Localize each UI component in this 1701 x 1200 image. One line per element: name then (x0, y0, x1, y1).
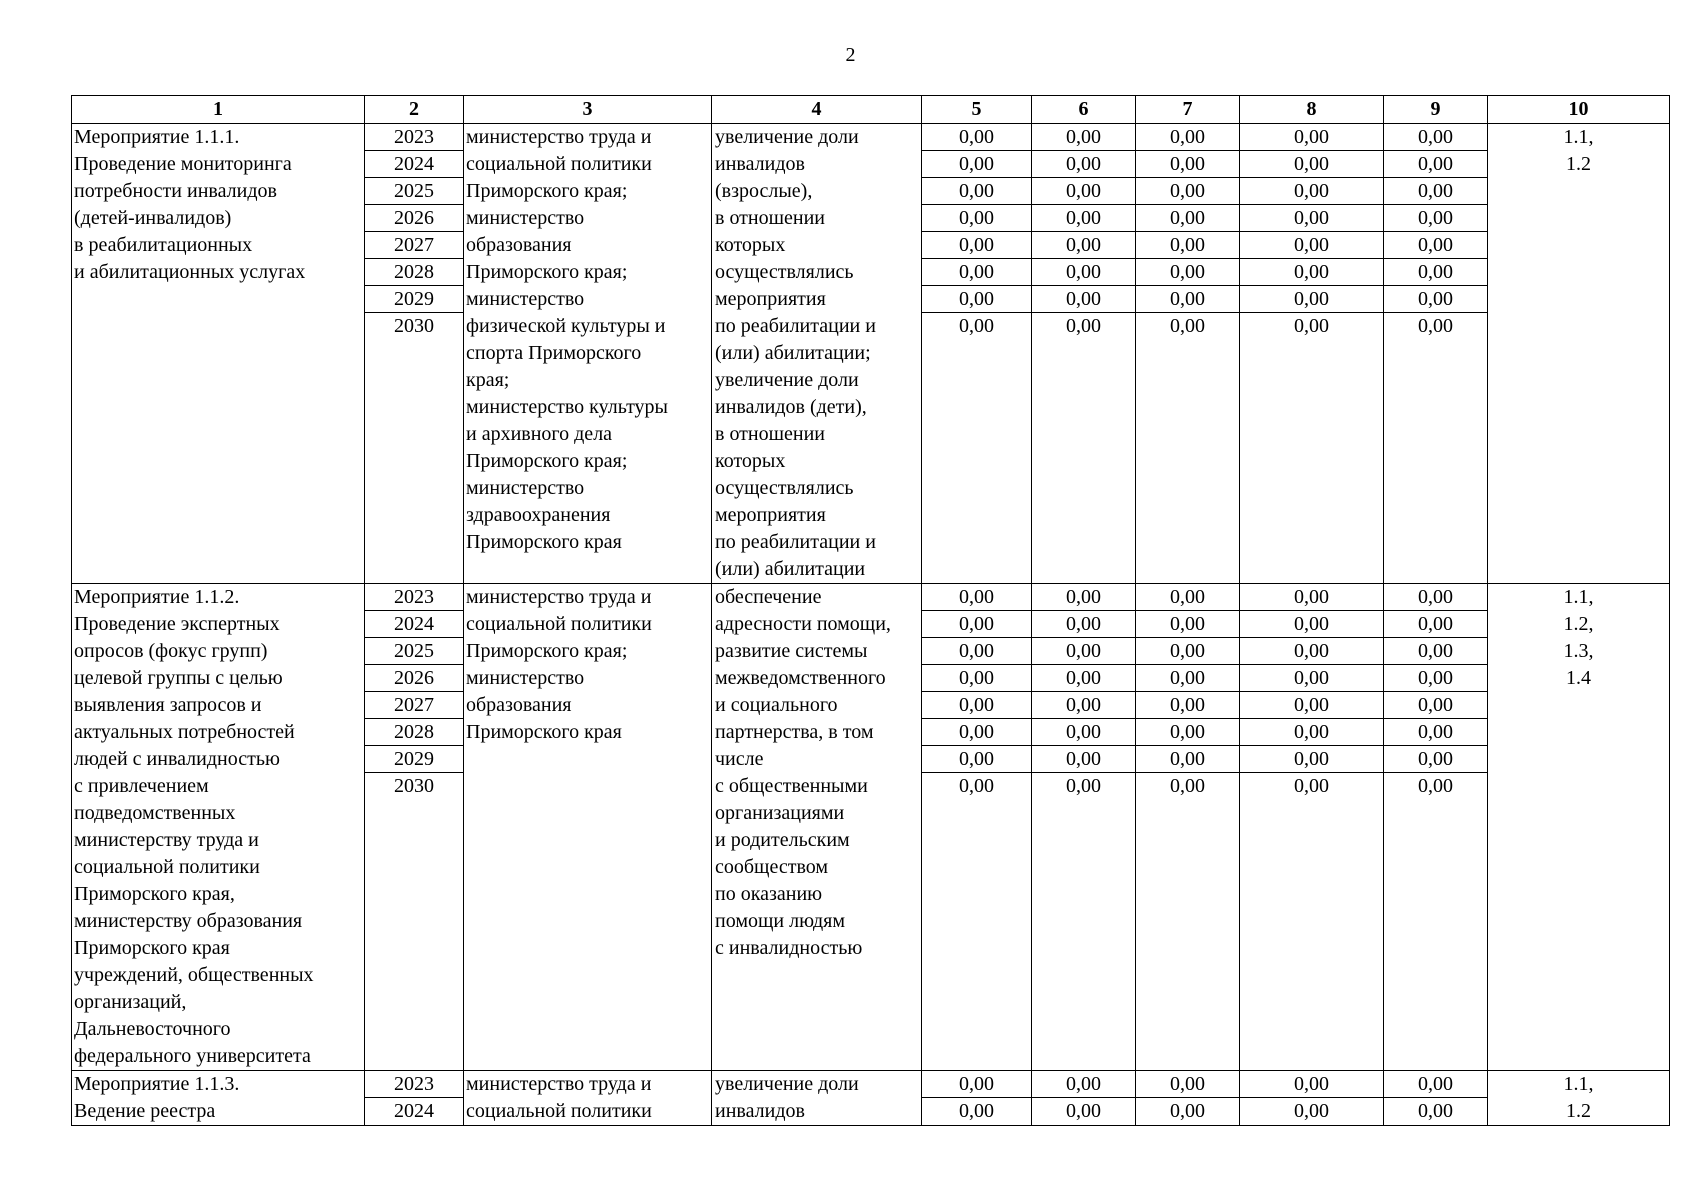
funding-value: 0,00 (1240, 692, 1383, 719)
result-line: межведомственного (715, 667, 886, 689)
funding-value: 0,00 (1240, 638, 1383, 665)
funding-value: 0,00 (1032, 151, 1135, 178)
executor-line: образования (466, 694, 572, 716)
result-line: по реабилитации и (715, 315, 876, 337)
result-line: (взрослые), (715, 180, 813, 202)
funding-value: 0,00 (1032, 719, 1135, 746)
executor-line: министерство культуры (466, 396, 668, 418)
funding-value: 0,00 (1294, 775, 1329, 797)
measure-name-line: Дальневосточного (74, 1018, 231, 1040)
executor-cell (464, 1071, 712, 1126)
result-cell (712, 584, 922, 1071)
result-line: адресности помощи, (715, 613, 891, 635)
measure-name-line: учреждений, общественных (74, 964, 314, 986)
result-line: инвалидов (715, 1100, 805, 1122)
funding-value: 0,00 (1032, 232, 1135, 259)
funding-value: 0,00 (1136, 205, 1239, 232)
indicator-line: 1.3, (1563, 640, 1594, 662)
col-header-3: 3 (464, 96, 712, 124)
funding-value: 0,00 (1136, 259, 1239, 286)
funding-value: 0,00 (1032, 205, 1135, 232)
indicator-line: 1.4 (1566, 667, 1591, 689)
funding-value: 0,00 (1136, 584, 1239, 611)
result-line: которых (715, 234, 786, 256)
value-column-cell-6 (1032, 1071, 1136, 1126)
measure-name-line: (детей-инвалидов) (74, 207, 232, 229)
result-line: и социального (715, 694, 838, 716)
executor-line: края; (466, 369, 510, 391)
table-row (72, 584, 1670, 1071)
year-value: 2023 (365, 1071, 463, 1098)
year-value: 2023 (365, 584, 463, 611)
funding-value: 0,00 (1240, 286, 1383, 313)
measure-name-line: выявления запросов и (74, 694, 262, 716)
result-cell (712, 1071, 922, 1126)
measure-name-line: Проведение экспертных (74, 613, 280, 635)
funding-value: 0,00 (922, 124, 1031, 151)
funding-value: 0,00 (1240, 151, 1383, 178)
funding-value: 0,00 (1032, 692, 1135, 719)
measure-name-line: Проведение мониторинга (74, 153, 292, 175)
funding-value: 0,00 (1136, 178, 1239, 205)
executor-line: министерство (466, 667, 585, 689)
value-column-cell-7 (1136, 124, 1240, 584)
indicator-line: 1.2 (1566, 1100, 1591, 1122)
result-line: осуществлялись (715, 261, 854, 283)
executor-line: социальной политики (466, 1100, 652, 1122)
result-cell (712, 124, 922, 584)
value-column-cell-5 (922, 584, 1032, 1071)
funding-value: 0,00 (1240, 178, 1383, 205)
years-cell (365, 124, 464, 584)
executor-line: спорта Приморского (466, 342, 642, 364)
result-line: инвалидов (715, 153, 805, 175)
years-cell (365, 1071, 464, 1126)
funding-value: 0,00 (1032, 1071, 1135, 1098)
funding-value: 0,00 (1136, 232, 1239, 259)
result-line: по оказанию (715, 883, 823, 905)
executor-line: министерство труда и (466, 586, 652, 608)
funding-value: 0,00 (1240, 205, 1383, 232)
funding-value: 0,00 (1384, 286, 1487, 313)
result-line: с инвалидностью (715, 937, 863, 959)
funding-value: 0,00 (1384, 692, 1487, 719)
funding-value: 0,00 (1136, 692, 1239, 719)
indicator-line: 1.1, (1563, 586, 1594, 608)
executor-line: Приморского края; (466, 261, 628, 283)
program-measures-table (71, 95, 1670, 1126)
funding-value: 0,00 (922, 1071, 1031, 1098)
result-line: помощи людям (715, 910, 846, 932)
result-line: (или) абилитации (715, 558, 866, 580)
funding-value: 0,00 (1032, 259, 1135, 286)
measure-name-line: Мероприятие 1.1.2. (74, 586, 240, 608)
result-line: мероприятия (715, 504, 826, 526)
funding-value: 0,00 (1032, 665, 1135, 692)
value-column-cell-9 (1384, 584, 1488, 1071)
year-value: 2024 (365, 151, 463, 178)
years-cell (365, 584, 464, 1071)
indicator-line: 1.1, (1563, 126, 1594, 148)
result-line: сообществом (715, 856, 829, 878)
funding-value: 0,00 (1066, 1100, 1101, 1122)
result-line: в отношении (715, 423, 826, 445)
funding-value: 0,00 (922, 692, 1031, 719)
measure-name-line: в реабилитационных (74, 234, 253, 256)
value-column-cell-9 (1384, 1071, 1488, 1126)
result-line: инвалидов (дети), (715, 396, 867, 418)
measure-name-cell (72, 1071, 365, 1126)
measure-name-line: федерального университета (74, 1045, 311, 1067)
funding-value: 0,00 (1032, 746, 1135, 773)
col-header-1: 1 (72, 96, 365, 124)
measure-name-line: с привлечением (74, 775, 209, 797)
result-line: увеличение доли (715, 126, 859, 148)
indicator-line: 1.2, (1563, 613, 1594, 635)
funding-value: 0,00 (1032, 584, 1135, 611)
value-column-cell-8 (1240, 124, 1384, 584)
executor-line: здравоохранения (466, 504, 611, 526)
measure-name-line: опросов (фокус групп) (74, 640, 268, 662)
measure-name-line: министерству труда и (74, 829, 259, 851)
result-line: с общественными (715, 775, 868, 797)
funding-value: 0,00 (922, 665, 1031, 692)
measure-name-cell (72, 584, 365, 1071)
col-header-4: 4 (712, 96, 922, 124)
measure-name-cell (72, 124, 365, 584)
funding-value: 0,00 (1136, 124, 1239, 151)
funding-value: 0,00 (1384, 584, 1487, 611)
funding-value: 0,00 (1032, 638, 1135, 665)
funding-value: 0,00 (1384, 232, 1487, 259)
executor-line: Приморского края; (466, 180, 628, 202)
value-column-cell-8 (1240, 584, 1384, 1071)
year-value: 2024 (394, 1100, 434, 1122)
result-line: увеличение доли (715, 1073, 859, 1095)
measure-name-line: социальной политики (74, 856, 260, 878)
year-value: 2030 (394, 775, 434, 797)
funding-value: 0,00 (1136, 638, 1239, 665)
result-line: по реабилитации и (715, 531, 876, 553)
value-column-cell-5 (922, 124, 1032, 584)
funding-value: 0,00 (1240, 124, 1383, 151)
executor-line: министерство труда и (466, 1073, 652, 1095)
year-value: 2027 (365, 692, 463, 719)
funding-value: 0,00 (1136, 611, 1239, 638)
executor-cell (464, 124, 712, 584)
executor-line: и архивного дела (466, 423, 613, 445)
funding-value: 0,00 (1136, 665, 1239, 692)
executor-line: социальной политики (466, 613, 652, 635)
funding-value: 0,00 (1240, 665, 1383, 692)
funding-value: 0,00 (1240, 611, 1383, 638)
funding-value: 0,00 (1066, 315, 1101, 337)
col-header-2: 2 (365, 96, 464, 124)
funding-value: 0,00 (1384, 746, 1487, 773)
funding-value: 0,00 (1240, 1071, 1383, 1098)
result-line: которых (715, 450, 786, 472)
executor-line: физической культуры и (466, 315, 666, 337)
col-header-9: 9 (1384, 96, 1488, 124)
result-line: в отношении (715, 207, 826, 229)
measure-name-line: и абилитационных услугах (74, 261, 306, 283)
table-body (72, 124, 1670, 1126)
result-line: и родительским (715, 829, 850, 851)
table-row (72, 124, 1670, 584)
col-header-10: 10 (1488, 96, 1670, 124)
funding-value: 0,00 (1240, 232, 1383, 259)
indicator-line: 1.2 (1566, 153, 1591, 175)
funding-value: 0,00 (959, 1100, 994, 1122)
col-header-7: 7 (1136, 96, 1240, 124)
table-row (72, 1071, 1670, 1126)
funding-value: 0,00 (1240, 584, 1383, 611)
year-value: 2025 (365, 178, 463, 205)
year-value: 2024 (365, 611, 463, 638)
result-line: осуществлялись (715, 477, 854, 499)
funding-value: 0,00 (1170, 1100, 1205, 1122)
year-value: 2025 (365, 638, 463, 665)
funding-value: 0,00 (1032, 611, 1135, 638)
measure-name-line: людей с инвалидностью (74, 748, 280, 770)
funding-value: 0,00 (1294, 1100, 1329, 1122)
result-line: развитие системы (715, 640, 868, 662)
result-line: организациями (715, 802, 845, 824)
executor-line: социальной политики (466, 153, 652, 175)
funding-value: 0,00 (1384, 178, 1487, 205)
funding-value: 0,00 (1032, 178, 1135, 205)
measure-name-line: Ведение реестра (74, 1100, 216, 1122)
funding-value: 0,00 (922, 178, 1031, 205)
year-value: 2029 (365, 286, 463, 313)
funding-value: 0,00 (1170, 315, 1205, 337)
year-value: 2028 (365, 259, 463, 286)
year-value: 2030 (394, 315, 434, 337)
measure-name-line: потребности инвалидов (74, 180, 277, 202)
funding-value: 0,00 (1032, 286, 1135, 313)
value-column-cell-9 (1384, 124, 1488, 584)
funding-value: 0,00 (1384, 259, 1487, 286)
funding-value: 0,00 (1240, 746, 1383, 773)
funding-value: 0,00 (1136, 746, 1239, 773)
measure-name-line: актуальных потребностей (74, 721, 295, 743)
indicator-cell (1488, 584, 1670, 1071)
funding-value: 0,00 (1384, 665, 1487, 692)
value-column-cell-7 (1136, 1071, 1240, 1126)
measure-name-line: Приморского края, (74, 883, 235, 905)
funding-value: 0,00 (1294, 315, 1329, 337)
executor-line: Приморского края; (466, 450, 628, 472)
col-header-5: 5 (922, 96, 1032, 124)
measure-name-line: Приморского края (74, 937, 230, 959)
executor-line: образования (466, 234, 572, 256)
value-column-cell-6 (1032, 584, 1136, 1071)
measure-name-line: подведомственных (74, 802, 236, 824)
funding-value: 0,00 (1170, 775, 1205, 797)
result-line: (или) абилитации; (715, 342, 871, 364)
funding-value: 0,00 (922, 746, 1031, 773)
funding-value: 0,00 (1136, 1071, 1239, 1098)
funding-value: 0,00 (922, 584, 1031, 611)
funding-value: 0,00 (959, 315, 994, 337)
measure-name-line: Мероприятие 1.1.3. (74, 1073, 240, 1095)
funding-value: 0,00 (1418, 775, 1453, 797)
funding-value: 0,00 (1384, 638, 1487, 665)
executor-line: министерство (466, 207, 585, 229)
funding-value: 0,00 (1418, 315, 1453, 337)
funding-value: 0,00 (1384, 611, 1487, 638)
executor-line: министерство (466, 477, 585, 499)
funding-value: 0,00 (922, 719, 1031, 746)
col-header-6: 6 (1032, 96, 1136, 124)
funding-value: 0,00 (1136, 286, 1239, 313)
result-line: мероприятия (715, 288, 826, 310)
measure-name-line: целевой группы с целью (74, 667, 283, 689)
funding-value: 0,00 (1240, 719, 1383, 746)
funding-value: 0,00 (922, 259, 1031, 286)
funding-value: 0,00 (1136, 719, 1239, 746)
funding-value: 0,00 (1418, 1100, 1453, 1122)
funding-value: 0,00 (1032, 124, 1135, 151)
executor-line: Приморского края; (466, 640, 628, 662)
result-line: числе (715, 748, 764, 770)
value-column-cell-5 (922, 1071, 1032, 1126)
funding-value: 0,00 (1384, 124, 1487, 151)
funding-value: 0,00 (922, 232, 1031, 259)
executor-line: министерство (466, 288, 585, 310)
funding-value: 0,00 (922, 286, 1031, 313)
year-value: 2026 (365, 665, 463, 692)
value-column-cell-8 (1240, 1071, 1384, 1126)
executor-line: министерство труда и (466, 126, 652, 148)
measure-name-line: организаций, (74, 991, 187, 1013)
funding-value: 0,00 (922, 151, 1031, 178)
year-value: 2023 (365, 124, 463, 151)
column-number-row (72, 96, 1670, 124)
funding-value: 0,00 (959, 775, 994, 797)
value-column-cell-7 (1136, 584, 1240, 1071)
indicator-line: 1.1, (1563, 1073, 1594, 1095)
measure-name-line: Мероприятие 1.1.1. (74, 126, 240, 148)
funding-value: 0,00 (1066, 775, 1101, 797)
year-value: 2029 (365, 746, 463, 773)
funding-value: 0,00 (922, 638, 1031, 665)
indicator-cell (1488, 1071, 1670, 1126)
result-line: обеспечение (715, 586, 822, 608)
executor-line: Приморского края (466, 721, 622, 743)
year-value: 2028 (365, 719, 463, 746)
funding-value: 0,00 (1384, 205, 1487, 232)
measure-name-line: министерству образования (74, 910, 303, 932)
page-number: 2 (845, 44, 856, 66)
result-line: партнерства, в том (715, 721, 874, 743)
funding-value: 0,00 (1384, 719, 1487, 746)
funding-value: 0,00 (922, 205, 1031, 232)
col-header-8: 8 (1240, 96, 1384, 124)
year-value: 2027 (365, 232, 463, 259)
funding-value: 0,00 (1384, 151, 1487, 178)
executor-line: Приморского края (466, 531, 622, 553)
funding-value: 0,00 (1240, 259, 1383, 286)
indicator-cell (1488, 124, 1670, 584)
funding-value: 0,00 (1136, 151, 1239, 178)
value-column-cell-6 (1032, 124, 1136, 584)
funding-value: 0,00 (1384, 1071, 1487, 1098)
year-value: 2026 (365, 205, 463, 232)
result-line: увеличение доли (715, 369, 859, 391)
funding-value: 0,00 (922, 611, 1031, 638)
executor-cell (464, 584, 712, 1071)
